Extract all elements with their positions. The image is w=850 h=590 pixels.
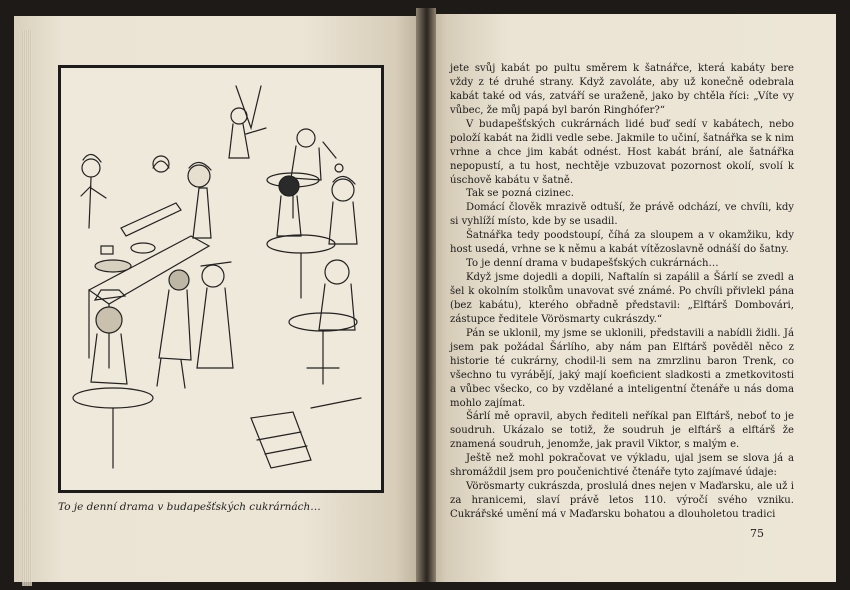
paragraph: Šatnářka tedy poodstoupí, číhá za sloupem a v okamžiku, kdy host usedá, vrhne se k němu a kabát vítězoslavně odnáší do šatny.	[450, 230, 794, 256]
cafe-illustration	[58, 65, 384, 493]
paragraph: Šárlí mě opravil, abych řediteli neříkal pan Elftárš, neboť to je soudruh. Ukázalo se totiž, že soudruh je elftárš a elftárš že znamená soudruh, jenomže, jak pravil Viktor, s malým e.	[450, 411, 794, 451]
paragraph: V budapešťských cukrárnách lidé buď sedí v kabátech, nebo položí kabát na židli vedle sebe. Jakmile to učiní, šatnářka se k nim vrhne a chce jim kabát odnést. Host kabát brání, ale šatnářka nepopustí, a tu host, nechtěje vzbuzovat pozornost okolí, svolí k úschově kabátu v šatně.	[450, 118, 794, 186]
paragraph: Když jsme dojedli a dopili, Naftalín si zapálil a Šárlí se zvedl a šel k okolním stolkům unavovat své známé. Po chvíli přivlekl pána (bez kabátu), kterého obřadně představil: „Elftárš Dombovári, zástupce ředitele Vörösmarty cukrászdy.“	[450, 272, 794, 325]
body-text	[450, 62, 794, 522]
paragraph: Domácí člověk mrazivě odtuší, že právě odchází, ve chvíli, kdy si vyhlíží místo, kde by se usadil.	[450, 202, 794, 228]
paragraph: Tak se pozná cizinec.	[466, 188, 574, 200]
paragraph: Ještě než mohl pokračovat ve výkladu, ujal jsem se slova já a shromáždil jsem pro poučenichtivé čtenáře tyto zajímavé údaje:	[450, 453, 794, 479]
page-edges	[22, 30, 32, 586]
paragraph: jete svůj kabát po pultu směrem k šatnářce, která kabáty bere vždy z té druhé strany. Když zavoláte, aby už konečně odebrala kabát také od vás, zatváří se uraženě, jako by chtěla říci: „Víte vy vůbec, že můj papá byl barón Ringhófer?“	[450, 63, 794, 116]
paragraph: Vörösmarty cukrászda, proslulá dnes nejen v Maďarsku, ale už i za hranicemi, slaví právě letos 110. výročí svého vzniku. Cukrářské umění má v Maďarsku bohatou a dlouholetou tradici	[450, 481, 794, 520]
book-gutter	[416, 8, 436, 582]
paragraph: To je denní drama v budapešťských cukrárnách…	[466, 258, 719, 270]
illustration-caption: To je denní drama v budapešťských cukrárnách…	[58, 501, 321, 513]
paragraph: Pán se uklonil, my jsme se uklonili, představili a nabídli židli. Já jsem pak požádal Šárlího, aby nám pan Elftárš pověděl něco z historie té cukrárny, chodil-li sem na zmrzlinu baron Trenk, co všechno tu vyrábějí, jaký mají koeficient sladkosti a zmetkovitosti a vůbec všecko, co by vzdělané a inteligentní čtenáře u nás doma mohlo zajímat.	[450, 327, 794, 409]
page-number: 75	[750, 527, 764, 540]
cartoon-drawing	[61, 68, 381, 490]
